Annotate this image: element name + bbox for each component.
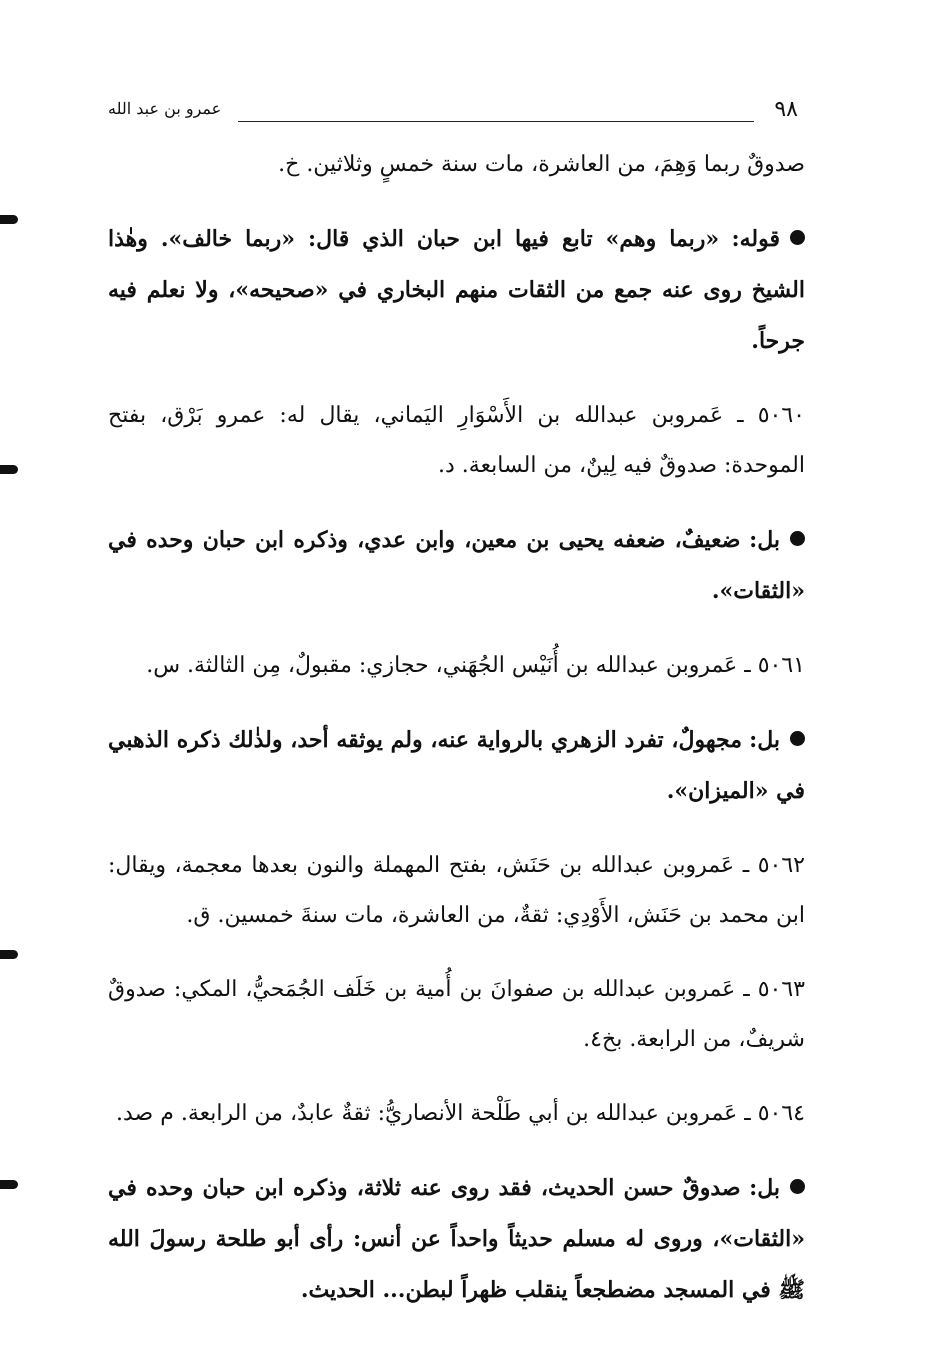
paragraph-4 — [108, 515, 805, 617]
paragraph-text: ٥٠٦٠ ـ عَمروبن عبدالله بن الأَسْوَارِ اليَماني، يقال له: عمرو بَرْق، بفتح الموحدة: صدوقٌ فيه لِينٌ، من السابعة. د. — [108, 403, 805, 478]
paragraph-9 — [108, 1089, 805, 1139]
paragraph-3 — [108, 391, 805, 491]
bullet-icon — [790, 731, 805, 746]
paragraph-text: ٥٠٦٤ ـ عَمروبن عبدالله بن أبي طَلْحة الأنصاريُّ: ثقةٌ عابدٌ، من الرابعة. م صد. — [116, 1101, 805, 1126]
page-number: ٩٨ — [774, 97, 798, 122]
paragraph-text: ٥٠٦١ ـ عَمروبن عبدالله بن أُنَيْس الجُهَني، حجازي: مقبولٌ، مِن الثالثة. س. — [146, 653, 805, 678]
paragraph-lead: بل: — [749, 727, 780, 753]
running-title: عمرو بن عبد الله — [108, 99, 222, 118]
paragraph-text: ٥٠٦٣ ـ عَمروبن عبدالله بن صفوانَ بن أُمية بن خَلَف الجُمَحيُّ، المكي: صدوقٌ شريفٌ، من الرابعة. بخ٤. — [108, 977, 805, 1052]
scan-edge-mark — [0, 465, 18, 474]
paragraph-lead: قوله: — [731, 226, 780, 252]
paragraph-text: ٥٠٦٢ ـ عَمروبن عبدالله بن حَنَش، بفتح المهملة والنون بعدها معجمة، ويقال: ابن محمد بن حَنَش، الأَوْدِي: ثقةٌ، من العاشرة، مات سنةَ خمسين. ق. — [108, 853, 805, 928]
paragraph-text: مجهولٌ، تفرد الزهري بالرواية عنه، ولم يوثقه أحد، ولذٰلك ذكره الذهبي في «الميزان». — [108, 727, 805, 804]
page-header — [108, 97, 798, 127]
paragraph-lead: بل: — [749, 527, 780, 553]
paragraph-text: «ربما وهم» تابع فيها ابن حبان الذي قال: «ربما خالف». وهٰذا الشيخ روى عنه جمع من الثقات منهم البخاري في «صحيحه»، ولا نعلم فيه جرحاً. — [108, 226, 805, 354]
paragraph-lead: بل: — [749, 1175, 780, 1201]
paragraph-5 — [108, 641, 805, 691]
header-rule — [238, 121, 754, 122]
bullet-icon — [790, 531, 805, 546]
page-body — [108, 140, 805, 1316]
paragraph-text: صدوقٌ ربما وَهِمَ، من العاشرة، مات سنة خمسٍ وثلاثين. خ. — [278, 152, 805, 177]
paragraph-6 — [108, 715, 805, 817]
paragraph-1 — [108, 140, 805, 190]
paragraph-text: صدوقٌ حسن الحديث، فقد روى عنه ثلاثة، وذكره ابن حبان وحده في «الثقات»، وروى له مسلم حديثاً واحداً عن أنس: رأى أبو طلحة رسولَ الله ﷺ في المسجد مضطجعاً ينقلب ظهراً لبطن... الحديث. — [108, 1175, 805, 1303]
paragraph-10 — [108, 1163, 805, 1316]
bullet-icon — [790, 230, 805, 245]
bullet-icon — [790, 1179, 805, 1194]
paragraph-2 — [108, 214, 805, 367]
paragraph-7 — [108, 841, 805, 941]
scan-edge-mark — [0, 950, 18, 959]
paragraph-text: ضعيفٌ، ضعفه يحيى بن معين، وابن عدي، وذكره ابن حبان وحده في «الثقات». — [108, 527, 805, 604]
scan-edge-mark — [0, 215, 18, 224]
scan-edge-mark — [0, 1180, 18, 1189]
paragraph-8 — [108, 965, 805, 1065]
